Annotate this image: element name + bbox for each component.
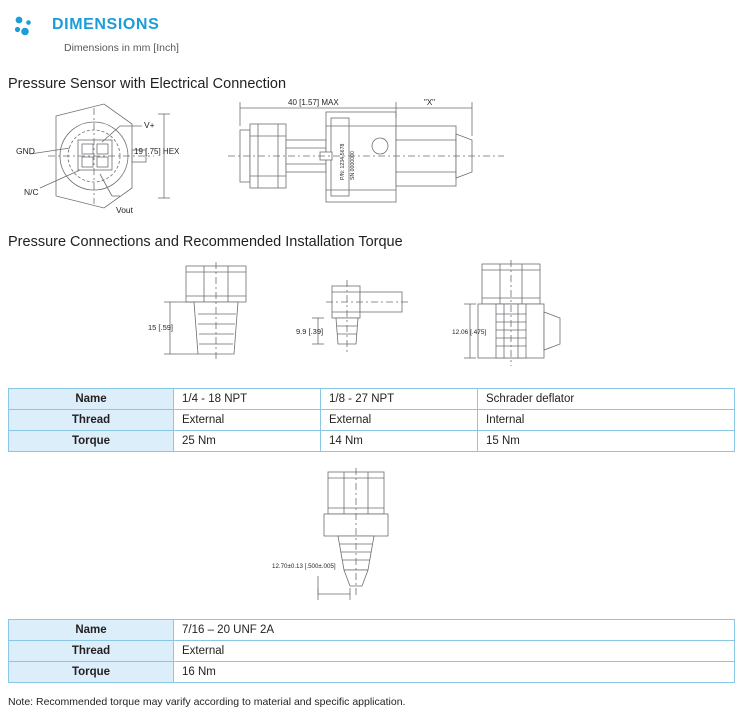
label-x-dim: "X": [424, 98, 436, 107]
cell-name-schrader: Schrader deflator: [478, 389, 735, 410]
cell-torque-eighth-npt: 14 Nm: [321, 431, 478, 452]
label-nc: N/C: [24, 187, 39, 197]
table-row: [9, 641, 735, 662]
cell-name-quarter-npt: 1/4 - 18 NPT: [174, 389, 321, 410]
label-gnd: GND: [16, 146, 35, 156]
row-header-name: Name: [9, 389, 174, 410]
row-header-torque: Torque: [9, 431, 174, 452]
figure-connection-unf: [272, 466, 472, 606]
cell-torque-schrader: 15 Nm: [478, 431, 735, 452]
page-header: [8, 8, 736, 54]
figure-connection-eighth-npt: [296, 258, 424, 376]
figure-connection-schrader: [452, 256, 592, 378]
row-header-name: Name: [9, 620, 174, 641]
cell-name-eighth-npt: 1/8 - 27 NPT: [321, 389, 478, 410]
cell-thread-schrader: Internal: [478, 410, 735, 431]
page-title: DIMENSIONS: [52, 16, 160, 33]
figure-sensor-front-view: [8, 96, 208, 221]
label-length-max: 40 [1.57] MAX: [288, 98, 339, 107]
row-header-thread: Thread: [9, 410, 174, 431]
figure-sensor-side-view: [228, 96, 508, 221]
label-vout: Vout: [116, 205, 134, 215]
table-unf-connection: [8, 619, 735, 683]
figure-connection-quarter-npt: [148, 258, 278, 376]
cell-name-unf: 7/16 – 20 UNF 2A: [174, 620, 735, 641]
row-header-torque: Torque: [9, 662, 174, 683]
page-subtitle: Dimensions in mm [Inch]: [64, 42, 179, 54]
cell-thread-quarter-npt: External: [174, 410, 321, 431]
cell-torque-quarter-npt: 25 Nm: [174, 431, 321, 452]
label-body-text-1: P/N: 1234-5678: [340, 143, 346, 180]
label-body-text-2: SN 0000000: [350, 151, 356, 180]
table-row: [9, 389, 735, 410]
cell-thread-unf: External: [174, 641, 735, 662]
footnote: Note: Recommended torque may varify according to material and specific application.: [8, 696, 406, 708]
table-row: [9, 620, 735, 641]
label-hex: 19 [.75] HEX: [134, 147, 180, 156]
cell-torque-unf: 16 Nm: [174, 662, 735, 683]
table-row: [9, 431, 735, 452]
dimensions-dots-icon: [10, 12, 40, 42]
label-dim-1206: 12.06 [.475]: [452, 329, 487, 336]
section-title-sensor: Pressure Sensor with Electrical Connection: [8, 76, 287, 92]
label-dim-1270: 12.70±0.13 [.500±.005]: [272, 563, 336, 570]
label-dim-99: 9.9 [.39]: [296, 327, 324, 336]
label-dim-15: 15 [.59]: [148, 323, 174, 332]
label-vplus: V+: [144, 120, 155, 130]
table-row: [9, 662, 735, 683]
section-title-connections: Pressure Connections and Recommended Installation Torque: [8, 234, 403, 250]
cell-thread-eighth-npt: External: [321, 410, 478, 431]
table-pressure-connections: [8, 388, 735, 452]
row-header-thread: Thread: [9, 641, 174, 662]
table-row: [9, 410, 735, 431]
